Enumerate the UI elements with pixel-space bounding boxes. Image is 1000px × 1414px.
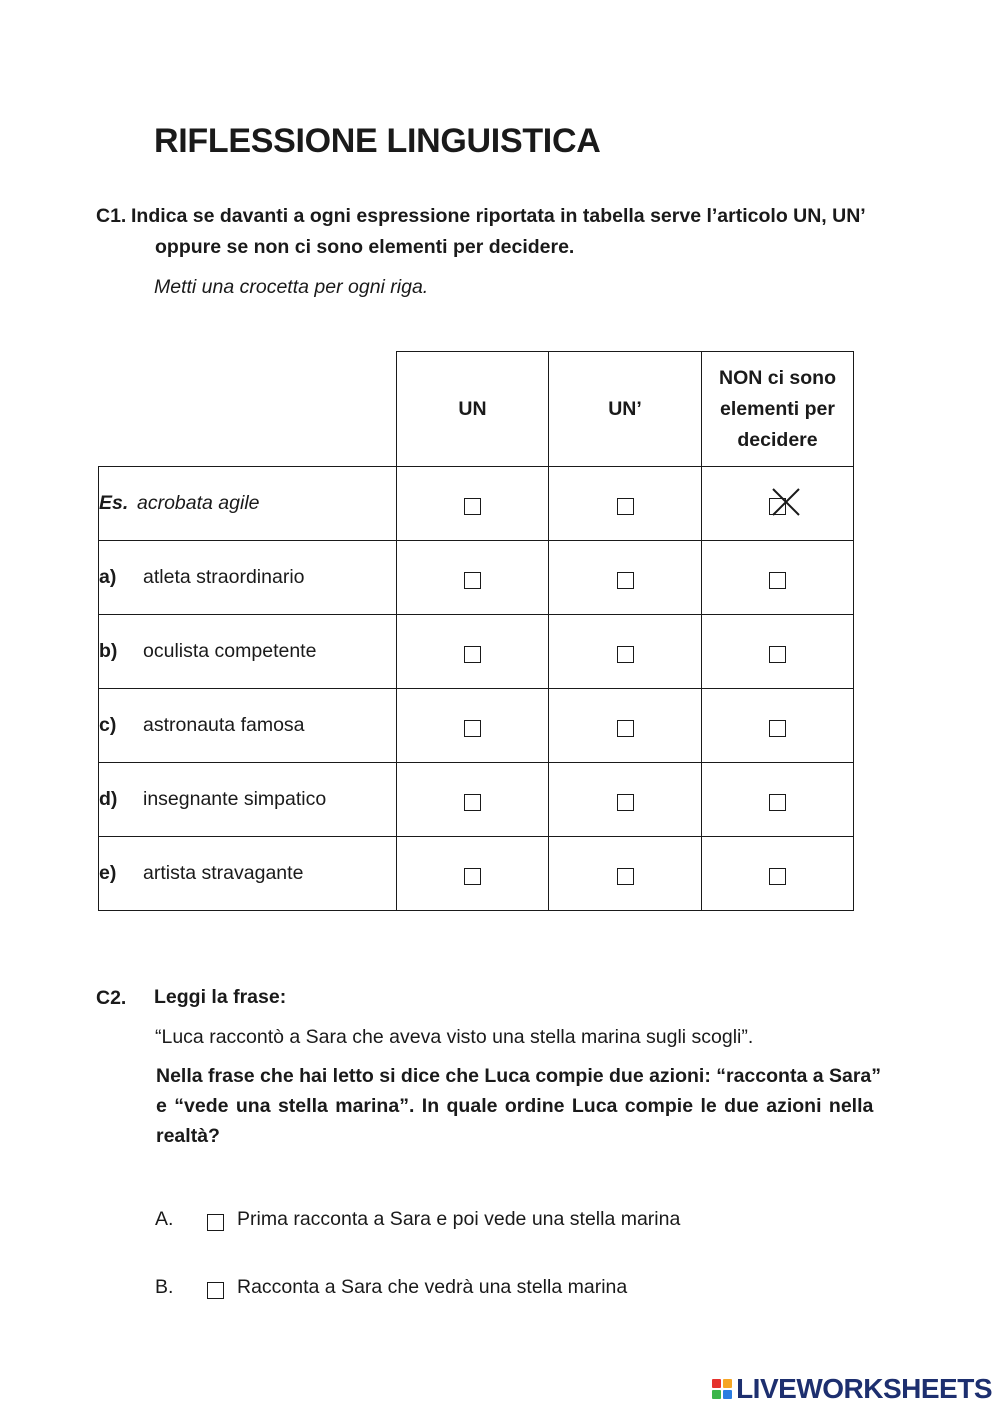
option-letter: B. (155, 1276, 174, 1298)
c2-question-line2: e “vede una stella marina”. In quale ordine Luca compie le due azioni nella (156, 1095, 874, 1117)
column-header-un-apostrophe: UN’ (549, 352, 702, 467)
logo-text: LIVEWORKSHEETS (736, 1373, 992, 1404)
articles-table (98, 351, 854, 911)
checkbox[interactable] (464, 794, 481, 811)
answer-cell (549, 689, 702, 763)
row-letter: c) (99, 714, 117, 736)
row-label (99, 689, 397, 763)
c2-question-line1: Nella frase che hai letto si dice che Luca compie due azioni: “racconta a Sara” (156, 1065, 882, 1087)
column-header-undecided (702, 352, 854, 467)
answer-cell (549, 541, 702, 615)
answer-cell (397, 837, 549, 911)
answer-cell (397, 615, 549, 689)
checkbox[interactable] (464, 720, 481, 737)
logo-square (712, 1379, 721, 1388)
table-body (99, 467, 854, 911)
row-label (99, 763, 397, 837)
answer-cell (702, 541, 854, 615)
option-text: Prima racconta a Sara e poi vede una stella marina (237, 1208, 681, 1230)
row-letter: a) (99, 566, 117, 588)
cross-mark-icon (769, 485, 803, 519)
row-letter: Es. (99, 492, 129, 514)
row-label (99, 467, 397, 541)
table-row (99, 837, 854, 911)
answer-cell (702, 689, 854, 763)
option-text: Racconta a Sara che vedrà una stella marina (237, 1276, 628, 1298)
row-expression: acrobata agile (137, 492, 260, 514)
table-row (99, 541, 854, 615)
answer-cell (549, 467, 702, 541)
row-label (99, 541, 397, 615)
answer-cell (702, 615, 854, 689)
logo-mark-icon (712, 1379, 732, 1399)
row-label (99, 837, 397, 911)
checkbox[interactable] (769, 646, 786, 663)
answer-cell (549, 837, 702, 911)
option-b-checkbox[interactable] (207, 1282, 224, 1299)
checkbox[interactable] (617, 868, 634, 885)
row-expression: astronauta famosa (143, 714, 305, 736)
row-letter: d) (99, 788, 118, 810)
answer-cell (549, 615, 702, 689)
checkbox[interactable] (617, 794, 634, 811)
question-number-c2: C2. (96, 987, 127, 1009)
answer-cell (549, 763, 702, 837)
checkbox[interactable] (617, 498, 634, 515)
c1-note: Metti una crocetta per ogni riga. (154, 276, 429, 298)
checkbox[interactable] (617, 646, 634, 663)
row-expression: artista stravagante (143, 862, 304, 884)
row-expression: atleta straordinario (143, 566, 305, 588)
table-header-row (99, 352, 854, 467)
logo-square (723, 1390, 732, 1399)
table-row (99, 763, 854, 837)
row-letter: e) (99, 862, 117, 884)
c2-sentence: “Luca raccontò a Sara che aveva visto una stella marina sugli scogli”. (155, 1026, 754, 1048)
answer-cell (397, 763, 549, 837)
checkbox[interactable] (769, 572, 786, 589)
header-empty-cell (99, 352, 397, 467)
checkbox[interactable] (769, 868, 786, 885)
checkbox[interactable] (464, 646, 481, 663)
answer-cell (702, 763, 854, 837)
checkbox[interactable] (464, 572, 481, 589)
answer-cell (702, 837, 854, 911)
liveworksheets-logo (712, 1373, 992, 1404)
question-number-c1: C1. (96, 205, 127, 227)
table-row (99, 467, 854, 541)
column-header-un: UN (397, 352, 549, 467)
checkbox[interactable] (769, 720, 786, 737)
checkbox[interactable] (769, 794, 786, 811)
c1-instruction-line2: oppure se non ci sono elementi per decidere. (155, 236, 575, 258)
row-expression: oculista competente (143, 640, 317, 662)
checked-checkbox[interactable] (769, 498, 786, 515)
checkbox[interactable] (617, 572, 634, 589)
answer-cell (397, 467, 549, 541)
checkbox[interactable] (464, 868, 481, 885)
answer-cell (702, 467, 854, 541)
row-letter: b) (99, 640, 118, 662)
column-header-undecided-label: NON ci sono elementi per decidere (718, 366, 836, 451)
c1-instruction-line1: Indica se davanti a ogni espressione riportata in tabella serve l’articolo UN, UN’ (131, 205, 866, 227)
option-a-checkbox[interactable] (207, 1214, 224, 1231)
page-title: RIFLESSIONE LINGUISTICA (154, 122, 601, 160)
c2-heading: Leggi la frase: (154, 986, 287, 1008)
answer-cell (397, 689, 549, 763)
answer-cell (397, 541, 549, 615)
table-row (99, 689, 854, 763)
row-label (99, 615, 397, 689)
c2-question-line3: realtà? (156, 1125, 220, 1147)
option-letter: A. (155, 1208, 174, 1230)
table-row (99, 615, 854, 689)
logo-square (712, 1390, 721, 1399)
checkbox[interactable] (464, 498, 481, 515)
logo-square (723, 1379, 732, 1388)
checkbox[interactable] (617, 720, 634, 737)
row-expression: insegnante simpatico (143, 788, 327, 810)
